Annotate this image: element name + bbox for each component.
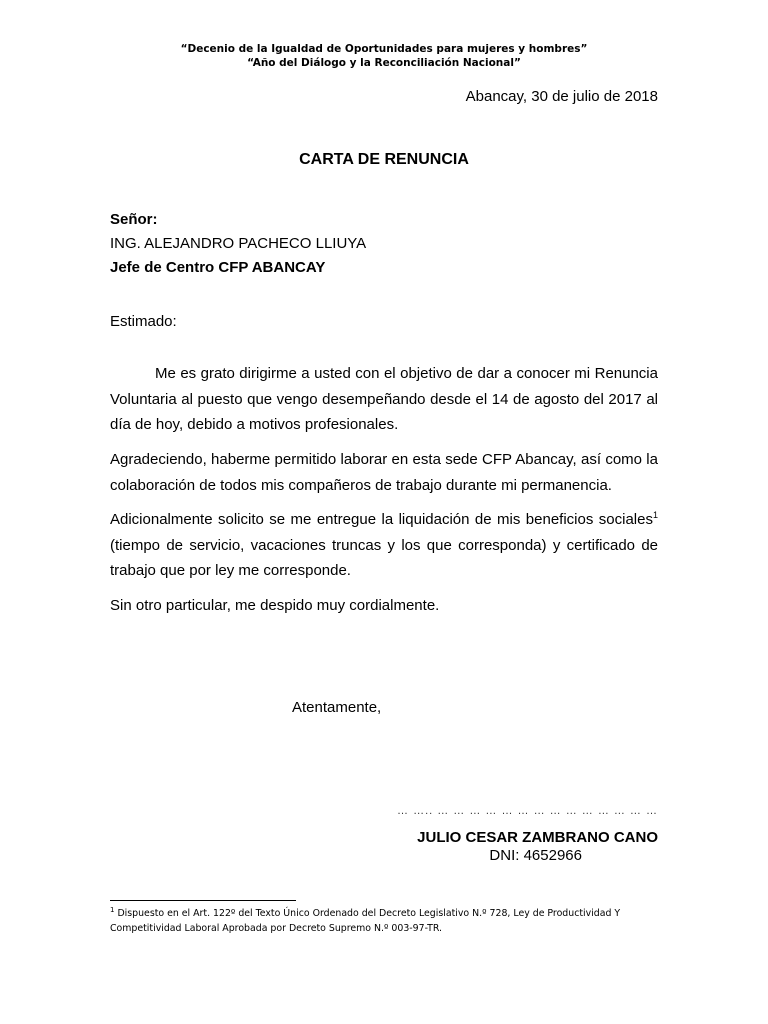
paragraph-benefits [110,507,658,584]
signature-dotted-line: … ….. … … … … … … … … … … … … … … [397,805,658,817]
paragraph-resignation: Me es grato dirigirme a usted con el objetivo de dar a conocer mi Renuncia Voluntaria al puesto que vengo desempeñando desde el 14 de agosto del 2017 al día de hoy, debido a motivos profesionales. [110,365,658,433]
letter-title: CARTA DE RENUNCIA [299,151,469,168]
paragraph-thanks: Agradeciendo, haberme permitido laborar en esta sede CFP Abancay, así como la colaboración de todos mis compañeros de trabajo durante mi permanencia. [110,451,658,494]
paragraph-benefits-start: Adicionalmente solicito se me entregue la liquidación de mis beneficios sociales [110,511,653,528]
greeting: Estimado: [110,313,177,330]
signer-name: JULIO CESAR ZAMBRANO CANO [417,829,658,846]
footnote-text: Dispuesto en el Art. 122º del Texto Único Ordenado del Decreto Legislativo N.º 728, Ley de Productividad Y Competitividad Laboral Aprobada por Decreto Supremo N.º 003-97-TR. [110,908,621,934]
paragraph-benefits-end: (tiempo de servicio, vacaciones truncas y los que corresponda) y certificado de trabajo que por ley me corresponde. [110,536,658,579]
signer-dni: DNI: 4652966 [489,847,582,864]
header-year-line: “Año del Diálogo y la Reconciliación Nacional” [247,57,521,69]
footnote [110,906,660,936]
recipient-name: ING. ALEJANDRO PACHECO LLIUYA [110,235,367,252]
footnote-reference: 1 [652,510,658,520]
recipient-position: Jefe de Centro CFP ABANCAY [110,259,326,276]
letter-date: Abancay, 30 de julio de 2018 [465,88,658,105]
header-decade-line: “Decenio de la Igualdad de Oportunidades para mujeres y hombres” [180,43,588,55]
footnote-divider [110,900,296,901]
paragraph-farewell: Sin otro particular, me despido muy cordialmente. [110,597,440,614]
footnote-number: 1 [110,905,115,914]
closing: Atentamente, [292,699,382,716]
recipient-salutation: Señor: [110,211,158,228]
